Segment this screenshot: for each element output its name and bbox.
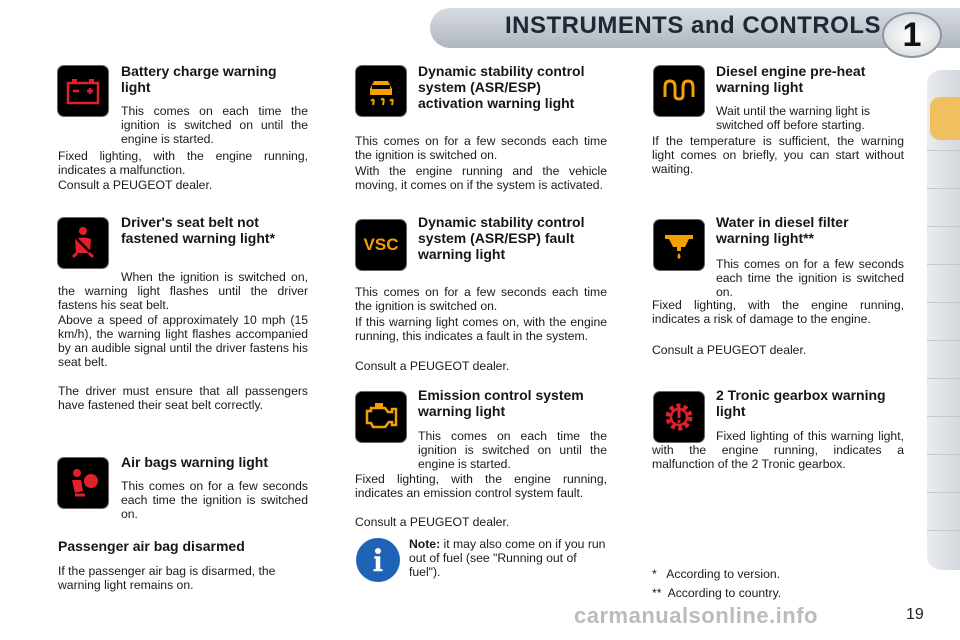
- asr-activation-text-2: With the engine running and the vehicle moving, it comes on if the system is activated.: [355, 164, 607, 192]
- water-filter-text-1: This comes on for a few seconds each time the ignition is switched on.: [716, 257, 904, 299]
- battery-text-3: Consult a PEUGEOT dealer.: [58, 178, 213, 192]
- water-filter-title: Water in diesel filter warning light**: [716, 214, 849, 246]
- chapter-tab-divider: [927, 340, 960, 341]
- airbags-title: Air bags warning light: [121, 454, 269, 470]
- seatbelt-text-2: Above a speed of approximately 10 mph (15 km/h), the warning light flashes accompanied by an audible signal until the driver fastens his seat belt.: [58, 313, 308, 369]
- seatbelt-icon: [58, 218, 108, 268]
- note-lead: Note:: [409, 537, 441, 551]
- preheat-text-2: If the temperature is sufficient, the warning light comes on briefly, you can start without waiting.: [652, 134, 904, 176]
- vsc-icon: [356, 220, 406, 270]
- water-in-fuel-icon: [654, 220, 704, 270]
- preheat-title: Diesel engine pre-heat warning light: [716, 63, 866, 95]
- asr-fault-title: Dynamic stability control system (ASR/ESP) fault warning light: [418, 214, 585, 262]
- vsc-icon-label: VSC: [363, 235, 399, 254]
- emission-text-1: This comes on each time the ignition is switched on until the engine is started.: [418, 429, 607, 471]
- chapter-tab-divider: [927, 188, 960, 189]
- chapter-tab-divider: [927, 530, 960, 531]
- chapter-tab-divider: [927, 150, 960, 151]
- passenger-airbag-text: If the passenger air bag is disarmed, the warning light remains on.: [58, 564, 276, 592]
- chapter-tab-divider: [927, 226, 960, 227]
- airbag-icon: [58, 458, 108, 508]
- chapter-tab-active[interactable]: [930, 97, 960, 140]
- chapter-tab-divider: [927, 492, 960, 493]
- airbags-text-1: This comes on for a few seconds each time the ignition is switched on.: [121, 479, 308, 521]
- battery-title: Battery charge warning light: [121, 63, 277, 95]
- page-header: [0, 0, 960, 55]
- info-icon: [356, 538, 400, 582]
- battery-text-2: Fixed lighting, with the engine running, indicates a malfunction.: [58, 149, 308, 177]
- page-title: INSTRUMENTS and CONTROLS: [505, 12, 881, 39]
- preheat-text-1: Wait until the warning light is switched off before starting.: [716, 104, 870, 132]
- battery-icon: [58, 66, 108, 116]
- note-text: [409, 537, 607, 579]
- engine-icon: [356, 392, 406, 442]
- page-number: 19: [906, 606, 924, 623]
- watermark: carmanualsonline.info: [574, 603, 818, 628]
- seatbelt-title: Driver's seat belt not fastened warning light*: [121, 214, 276, 246]
- emission-text-2: Fixed lighting, with the engine running, indicates an emission control system fault.: [355, 472, 607, 500]
- battery-text-1: This comes on each time the ignition is switched on until the engine is started.: [121, 104, 308, 146]
- asr-fault-text-1: This comes on for a few seconds each time the ignition is switched on.: [355, 285, 607, 313]
- chapter-tab-divider: [927, 454, 960, 455]
- chapter-tab-divider: [927, 302, 960, 303]
- water-filter-text-3: Consult a PEUGEOT dealer.: [652, 343, 807, 357]
- seatbelt-text-3: The driver must ensure that all passengers have fastened their seat belt correctly.: [58, 384, 308, 412]
- chapter-badge: 1: [882, 12, 942, 58]
- gearbox-title: 2 Tronic gearbox warning light: [716, 387, 886, 419]
- footnote-country: ** According to country.: [652, 586, 782, 600]
- chapter-tab-rail: [927, 70, 960, 570]
- emission-text-3: Consult a PEUGEOT dealer.: [355, 515, 510, 529]
- chapter-tab-divider: [927, 378, 960, 379]
- water-filter-text-2: Fixed lighting, with the engine running, indicates a risk of damage to the engine.: [652, 298, 904, 326]
- gearbox-text-1: Fixed lighting of this warning light, with the engine running, indicates a malfunction of the 2 Tronic gearbox.: [652, 429, 904, 471]
- chapter-tab-divider: [927, 264, 960, 265]
- emission-title: Emission control system warning light: [418, 387, 584, 419]
- passenger-airbag-title: Passenger air bag disarmed: [58, 538, 245, 554]
- asr-fault-text-3: Consult a PEUGEOT dealer.: [355, 359, 510, 373]
- asr-activation-title: Dynamic stability control system (ASR/ESP) activation warning light: [418, 63, 585, 111]
- glow-plug-icon: [654, 66, 704, 116]
- asr-fault-text-2: If this warning light comes on, with the engine running, this indicates a fault in the system.: [355, 315, 607, 343]
- seatbelt-text-1: When the ignition is switched on, the warning light flashes until the driver fastens his seat belt.: [58, 270, 308, 312]
- note-body: it may also come on if you run out of fuel (see "Running out of fuel").: [409, 537, 606, 579]
- skidding-car-icon: [356, 66, 406, 116]
- asr-activation-text-1: This comes on for a few seconds each time the ignition is switched on.: [355, 134, 607, 162]
- chapter-tab-divider: [927, 416, 960, 417]
- footnote-version: * According to version.: [652, 567, 781, 581]
